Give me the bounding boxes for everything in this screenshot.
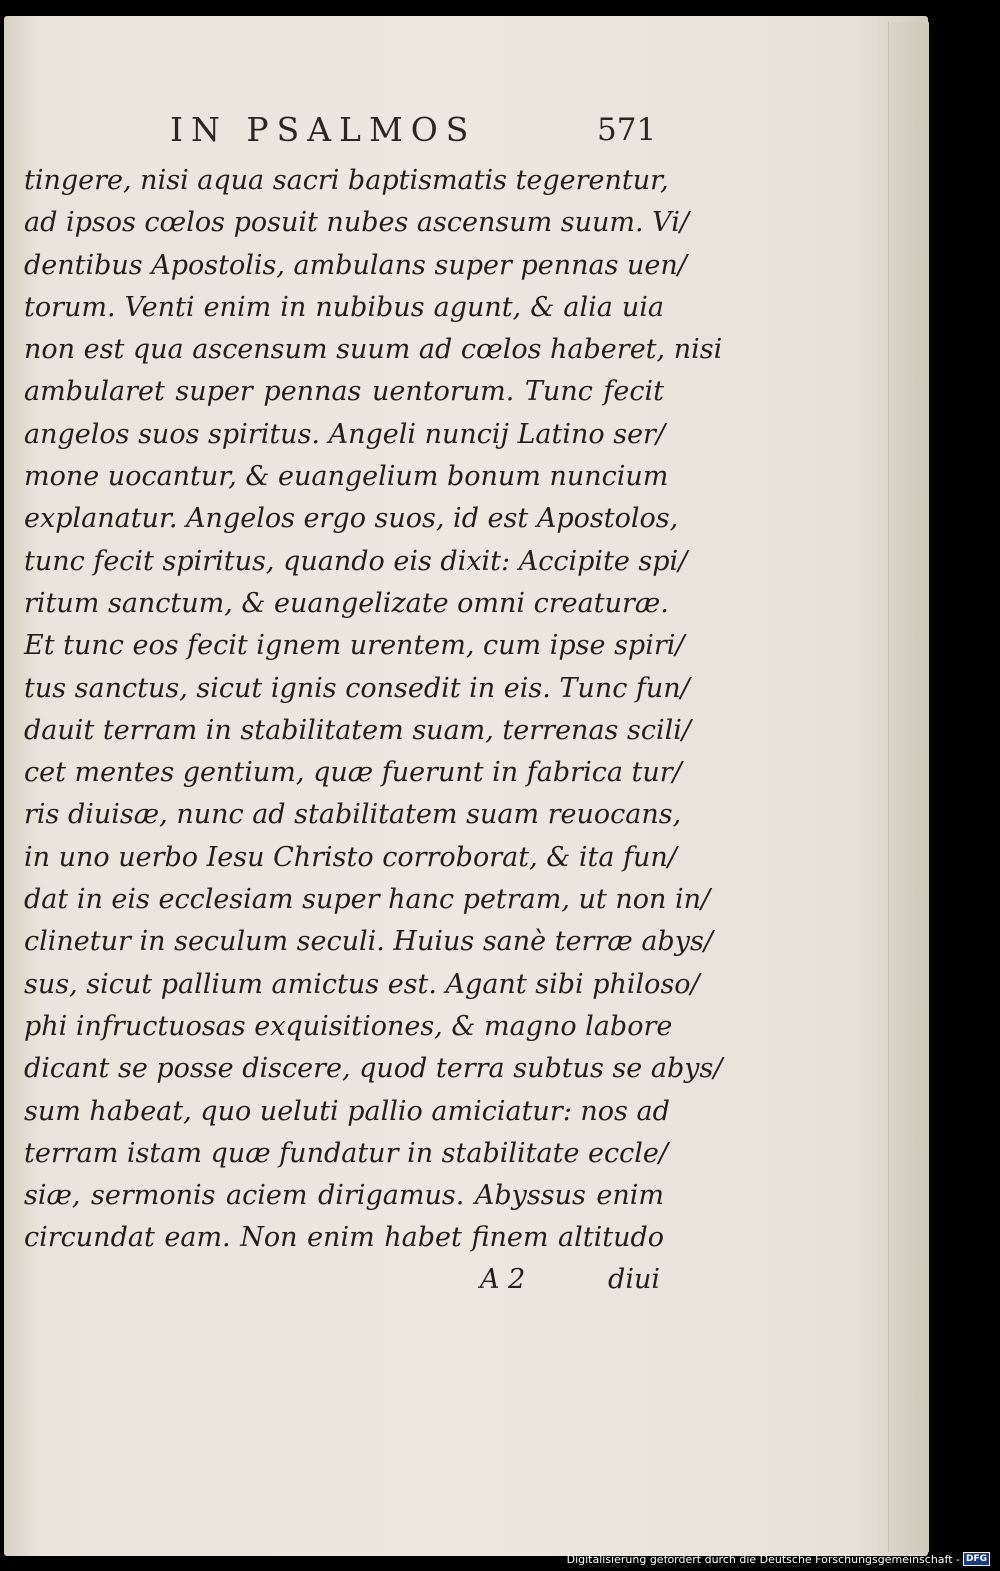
text-line: ris diuisæ, nunc ad stabilitatem suam reuocans, [24, 799, 682, 831]
running-title: IN PSALMOS [170, 110, 477, 149]
text-line: tunc fecit spiritus, quando eis dixit: Accipite spi/ [24, 545, 688, 577]
text-line: siæ, sermonis aciem dirigamus. Abyssus enim [24, 1180, 664, 1212]
signature-mark: A 2 [480, 1264, 526, 1295]
text-line: ad ipsos cœlos posuit nubes ascensum suum. Vi/ [24, 207, 689, 239]
text-line: tus sanctus, sicut ignis consedit in eis. Tunc fun/ [24, 672, 690, 704]
text-line: dat in eis ecclesiam super hanc petram, ut non in/ [24, 884, 711, 916]
credit-text: Digitalisierung gefördert durch die Deutsche Forschungsgemeinschaft - [566, 1552, 960, 1566]
text-line: ambularet super pennas uentorum. Tunc fecit [24, 376, 664, 408]
body-text [24, 160, 723, 1260]
page-edge [888, 22, 929, 1552]
dfg-logo-icon: DFG [963, 1552, 990, 1566]
text-line: torum. Venti enim in nubibus agunt, & alia uia [24, 291, 664, 323]
text-line: sus, sicut pallium amictus est. Agant sibi philoso/ [24, 968, 700, 1000]
catchword: diui [608, 1264, 660, 1295]
text-line: dentibus Apostolis, ambulans super pennas uen/ [24, 249, 687, 281]
text-line: circundat eam. Non enim habet finem altitudo [24, 1222, 664, 1254]
text-line: dicant se posse discere, quod terra subtus se abys/ [24, 1053, 723, 1085]
text-line: cet mentes gentium, quæ fuerunt in fabrica tur/ [24, 757, 682, 789]
text-line: non est qua ascensum suum ad cœlos haberet, nisi [24, 334, 723, 366]
catchline [24, 1264, 664, 1306]
page-number: 571 [597, 112, 657, 148]
text-line: clinetur in seculum seculi. Huius sanè terræ abys/ [24, 926, 713, 958]
text-line: tingere, nisi aqua sacri baptismatis tegerentur, [24, 165, 669, 196]
text-line: dauit terram in stabilitatem suam, terrenas scili/ [24, 714, 691, 746]
text-line: in uno uerbo Iesu Christo corroborat, & ita fun/ [24, 841, 677, 873]
text-line: angelos suos spiritus. Angeli nuncij Latino ser/ [24, 418, 666, 450]
text-line: explanatur. Angelos ergo suos, id est Apostolos, [24, 503, 679, 535]
page-header [0, 110, 1000, 150]
text-line: mone uocantur, & euangelium bonum nuncium [24, 461, 669, 493]
text-line: ritum sanctum, & euangelizate omni creaturæ. [24, 587, 669, 619]
text-line: sum habeat, quo ueluti pallio amiciatur: nos ad [24, 1095, 670, 1127]
text-line: terram istam quæ fundatur in stabilitate eccle/ [24, 1137, 668, 1169]
digitization-credit [567, 1551, 990, 1567]
text-line: phi infructuosas exquisitiones, & magno labore [24, 1010, 673, 1042]
text-line: Et tunc eos fecit ignem urentem, cum ipse spiri/ [24, 630, 685, 662]
